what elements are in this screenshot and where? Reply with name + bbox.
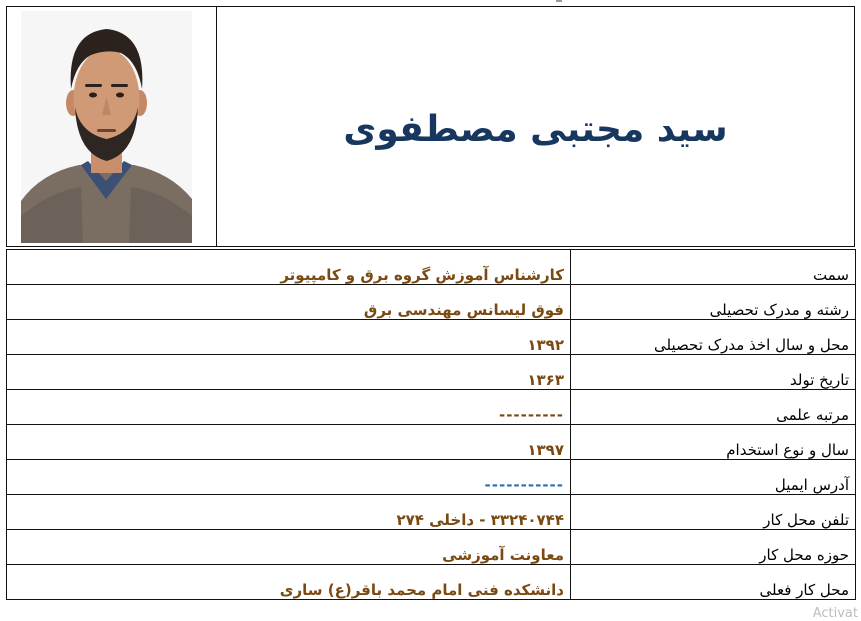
label-degree: رشته و مدرک تحصیلی xyxy=(571,285,856,320)
label-current-workplace: محل کار فعلی xyxy=(571,565,856,600)
table-row xyxy=(7,460,856,495)
person-name: سید مجتبی مصطفوی xyxy=(343,109,728,150)
value-birth-date: ۱۳۶۳ xyxy=(7,355,571,390)
portrait-photo-icon xyxy=(21,11,192,243)
profile-details-table xyxy=(6,249,856,600)
table-row xyxy=(7,530,856,565)
profile-header xyxy=(6,6,855,247)
label-work-department: حوزه محل کار xyxy=(571,530,856,565)
label-academic-rank: مرتبه علمی xyxy=(571,390,856,425)
label-degree-place-year: محل و سال اخذ مدرک تحصیلی xyxy=(571,320,856,355)
table-row xyxy=(7,250,856,285)
value-email: ----------- xyxy=(7,460,571,495)
name-cell xyxy=(217,7,854,246)
table-row xyxy=(7,355,856,390)
portrait-photo xyxy=(21,11,192,243)
table-row xyxy=(7,390,856,425)
value-academic-rank: --------- xyxy=(7,390,571,425)
value-work-phone: ۳۳۲۴۰۷۴۴ - داخلی ۲۷۴ xyxy=(7,495,571,530)
value-degree: فوق لیسانس مهندسی برق xyxy=(7,285,571,320)
table-row xyxy=(7,425,856,460)
label-work-phone: تلفن محل کار xyxy=(571,495,856,530)
value-current-workplace: دانشکده فنی امام محمد باقر(ع) ساری xyxy=(7,565,571,600)
value-degree-place-year: ۱۳۹۲ xyxy=(7,320,571,355)
label-email: آدرس ایمیل xyxy=(571,460,856,495)
top-edge-mark xyxy=(556,0,562,2)
table-row xyxy=(7,495,856,530)
label-position: سمت xyxy=(571,250,856,285)
value-employment: ۱۳۹۷ xyxy=(7,425,571,460)
table-row xyxy=(7,320,856,355)
label-employment: سال و نوع استخدام xyxy=(571,425,856,460)
table-row xyxy=(7,285,856,320)
label-birth-date: تاریخ تولد xyxy=(571,355,856,390)
value-position: کارشناس آموزش گروه برق و کامپیوتر xyxy=(7,250,571,285)
value-work-department: معاونت آموزشی xyxy=(7,530,571,565)
activation-watermark: Activat xyxy=(812,606,858,621)
table-row xyxy=(7,565,856,600)
photo-cell xyxy=(7,7,217,246)
